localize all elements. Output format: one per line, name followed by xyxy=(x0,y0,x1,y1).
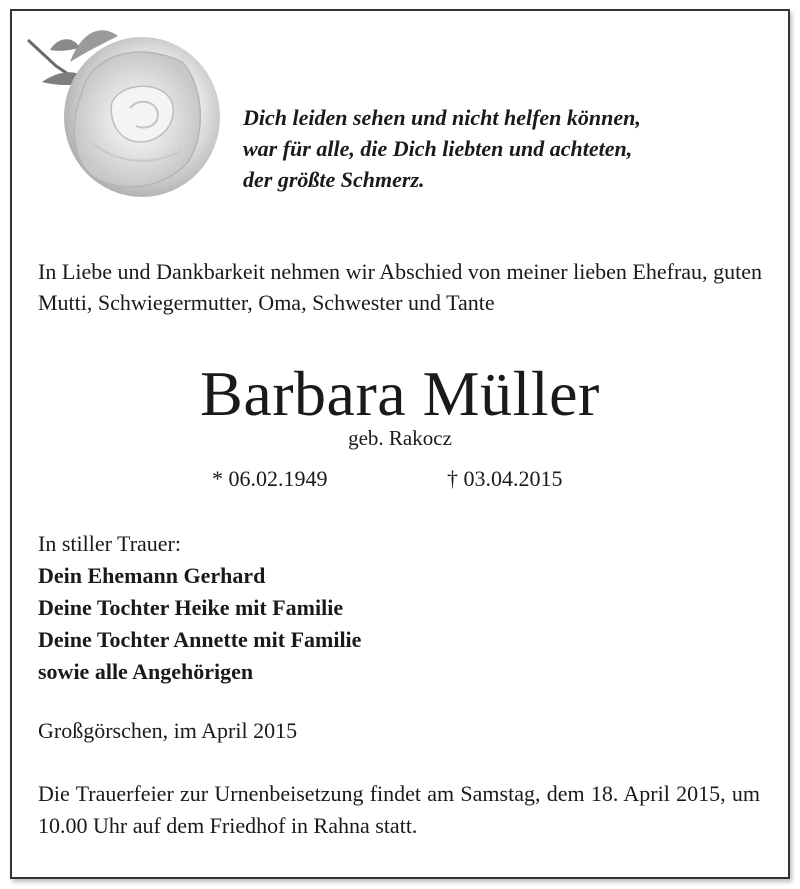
mourner-item: Dein Ehemann Gerhard xyxy=(38,563,266,588)
mourner-item: sowie alle Angehörigen xyxy=(38,659,254,684)
poem-quote xyxy=(243,102,783,195)
place-date: Großgörschen, im April 2015 xyxy=(38,718,298,743)
poem-line: Dich leiden sehen und nicht helfen können, xyxy=(243,105,641,130)
death-date: † 03.04.2015 xyxy=(447,466,563,491)
funeral-notice: Die Trauerfeier zur Urnenbeisetzung findet am Samstag, dem 18. April 2015, um 10.00 Uhr auf dem Friedhof in Rahna statt. xyxy=(38,781,760,838)
rose-image xyxy=(22,22,222,202)
poem-line: der größte Schmerz. xyxy=(243,167,425,192)
mourners-section xyxy=(38,528,738,688)
deceased-name: Barbara Müller xyxy=(200,358,600,429)
poem-line: war für alle, die Dich liebten und achteten, xyxy=(243,136,633,161)
mourner-item: Deine Tochter Annette mit Familie xyxy=(38,627,362,652)
birth-date: * 06.02.1949 xyxy=(212,466,328,491)
mourner-item: Deine Tochter Heike mit Familie xyxy=(38,595,344,620)
mourners-heading: In stiller Trauer: xyxy=(38,531,181,556)
intro-text: In Liebe und Dankbarkeit nehmen wir Abschied von meiner lieben Ehefrau, guten Mutti, Schwiegermutter, Oma, Schwester und Tante xyxy=(38,259,762,315)
maiden-name: geb. Rakocz xyxy=(348,426,452,450)
